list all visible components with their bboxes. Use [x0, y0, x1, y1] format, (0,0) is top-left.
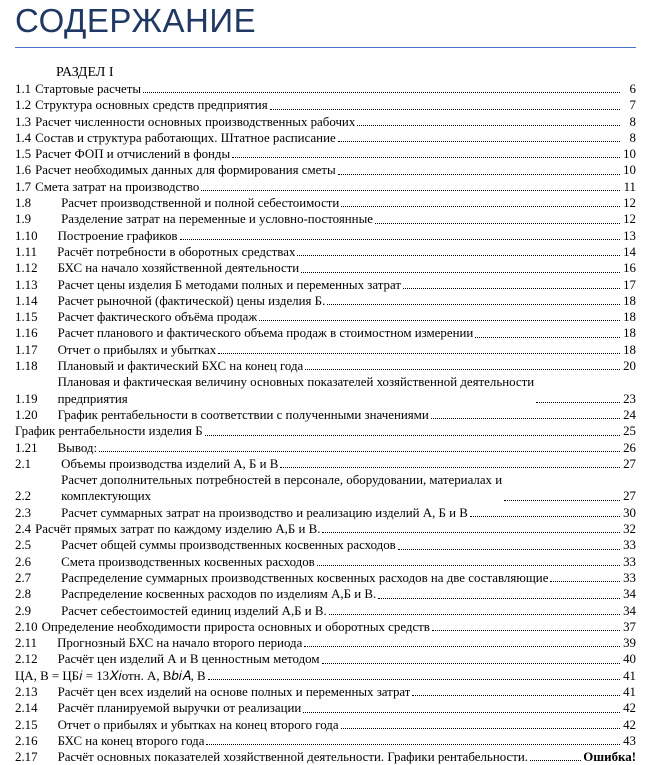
toc-entry[interactable] [15, 293, 636, 309]
toc-entry-number: 2.6 [15, 554, 32, 569]
toc-entry-number: 1.7 [15, 179, 32, 194]
toc-entry-title: Расчёт цен изделий А и В ценностным методом [57, 652, 320, 667]
toc-page-number: 6 [629, 82, 636, 96]
toc-leader-dots [206, 733, 620, 749]
toc-entry[interactable] [15, 179, 636, 195]
toc-entry-title: БХС на конец второго года [57, 733, 205, 748]
toc-entry[interactable] [15, 537, 636, 553]
toc-entry-number: 1.21 [15, 440, 38, 455]
toc-leader-dots [201, 179, 620, 195]
toc-leader-dots [218, 342, 620, 358]
toc-entry-title: Расчет рыночной (фактической) цены изделия Б. [57, 293, 326, 308]
toc-entry-number: 2.9 [15, 603, 32, 618]
toc-entry-title: Расчет ФОП и отчислений в фонды [35, 147, 231, 162]
toc-page-number: 42 [623, 701, 636, 716]
toc-leader-dots [536, 374, 620, 407]
toc-page-number: 12 [623, 196, 636, 211]
toc-entry-number: 2.17 [15, 750, 38, 765]
toc-leader-dots [432, 619, 620, 635]
toc-leader-dots [530, 749, 581, 765]
toc-entry-number: 1.15 [15, 310, 38, 325]
toc-entry-title: Расчет производственной и полной себестоимости [61, 196, 340, 211]
toc-leader-dots [322, 521, 620, 537]
toc-entry-number: 2.14 [15, 701, 38, 716]
toc-leader-dots [317, 554, 620, 570]
toc-entry-title: Определение необходимости прироста основных и оборотных средств [41, 619, 430, 634]
toc-entry-title: Состав и структура работающих. Штатное расписание [35, 130, 336, 145]
toc-entry-title: Расчет суммарных затрат на производство и реализацию изделий А, Б и В [61, 505, 468, 520]
toc-entry-title: Расчет необходимых данных для формирования сметы [35, 163, 336, 178]
toc-entry-number: 1.18 [15, 359, 38, 374]
toc-entry[interactable] [15, 423, 636, 439]
toc-entry-number: 2.16 [15, 733, 38, 748]
toc-entry-title: Расчёт прямых затрат по каждому изделию А,Б и В. [35, 522, 321, 537]
toc-entry-number: 2.1 [15, 456, 32, 471]
toc-page-number: 10 [623, 147, 636, 162]
toc-entry[interactable] [15, 570, 636, 586]
toc-page-number: 18 [623, 326, 636, 341]
toc-leader-dots [470, 505, 620, 521]
toc-leader-dots [280, 456, 620, 472]
toc-entry[interactable] [15, 211, 636, 227]
toc-entry-number: 1.8 [15, 196, 32, 211]
toc-entry-number: 1.2 [15, 98, 32, 113]
toc-entry[interactable] [15, 554, 636, 570]
toc-leader-dots [550, 570, 620, 586]
toc-entry[interactable] [15, 440, 636, 456]
toc-entry[interactable] [15, 244, 636, 260]
toc-entry[interactable] [15, 260, 636, 276]
toc-entry-title: Расчёт планируемой выручки от реализации [57, 701, 302, 716]
toc-leader-dots [378, 586, 620, 602]
toc-page-number: 41 [623, 668, 636, 683]
toc-entry-title-continued: комплектующих [61, 489, 152, 504]
toc-entry[interactable] [15, 407, 636, 423]
toc-page-number: 42 [623, 717, 636, 732]
toc-page-number: 33 [623, 570, 636, 585]
toc-entry-title: Отчет о прибылях и убытках [57, 342, 217, 357]
toc-entry-title: Расчет дополнительных потребностей в персонале, оборудовании, материалах и [61, 473, 503, 488]
toc-page-number: 43 [623, 733, 636, 748]
toc-leader-dots [475, 325, 620, 341]
toc-entry-number: 1.12 [15, 261, 38, 276]
page-title: СОДЕРЖАНИЕ [15, 2, 257, 39]
toc-leader-dots [270, 97, 620, 113]
toc-entry[interactable] [15, 195, 636, 211]
toc-page-number: 25 [623, 424, 636, 439]
toc-leader-dots [208, 668, 620, 684]
toc-entry-title: Расчет численности основных производственных рабочих [35, 114, 356, 129]
toc-entry[interactable] [15, 277, 636, 293]
toc-entry-title: Разделение затрат на переменные и условно-постоянные [61, 212, 373, 227]
toc-entry[interactable] [15, 472, 636, 505]
toc-leader-dots [375, 211, 620, 227]
toc-page-number: 34 [623, 587, 636, 602]
toc-entry-title: Смета затрат на производство [35, 179, 200, 194]
toc-leader-dots [205, 423, 620, 439]
toc-entry[interactable] [15, 146, 636, 162]
toc-entry[interactable] [15, 228, 636, 244]
toc-leader-dots [297, 244, 620, 260]
toc-entry[interactable] [15, 81, 636, 97]
toc-entry-title: Стартовые расчеты [35, 82, 142, 96]
toc-entry[interactable] [15, 97, 636, 113]
toc-page-number: 8 [629, 114, 636, 129]
toc-page-number: 34 [623, 603, 636, 618]
toc-page-number: 24 [623, 407, 636, 422]
toc-page-number: 23 [623, 391, 636, 406]
toc-leader-dots [301, 260, 620, 276]
toc-entry-title: Смета производственных косвенных расходов [61, 554, 315, 569]
toc-page-number: 16 [623, 261, 636, 276]
toc-leader-dots [403, 277, 620, 293]
toc-page-number: 26 [623, 440, 636, 455]
toc-entry[interactable] [15, 651, 636, 667]
toc-leader-dots [143, 81, 620, 97]
toc-entry[interactable] [15, 114, 636, 130]
toc-entry-title: Расчет фактического объёма продаж [57, 310, 258, 325]
toc-page-number: 33 [623, 554, 636, 569]
toc-leader-dots [341, 717, 620, 733]
toc-entry-number: 2.4 [15, 522, 32, 537]
toc-entry[interactable] [15, 358, 636, 374]
toc-leader-dots [504, 472, 620, 505]
title-underline [15, 47, 636, 48]
toc-page-number: 7 [629, 98, 636, 113]
toc-entry-title: Расчет себестоимостей единиц изделий А,Б и В. [61, 603, 327, 618]
toc-entry[interactable] [15, 603, 636, 619]
toc-page-number: 18 [623, 310, 636, 325]
toc-entry-title: График рентабельности в соответствии с полученными значениями [57, 407, 429, 422]
toc-entry[interactable] [15, 700, 636, 716]
toc-entry-number: 1.4 [15, 130, 32, 145]
toc-entry-title: График рентабельности изделия Б [15, 424, 203, 439]
toc-leader-dots [304, 635, 620, 651]
toc-entry-number: 1.13 [15, 277, 38, 292]
toc-page-number: Ошибка! [583, 750, 636, 765]
toc-entry-title: Распределение косвенных расходов по изделиям А,Б и В. [61, 587, 377, 602]
toc-leader-dots [398, 537, 620, 553]
toc-entry-number: 1.10 [15, 228, 38, 243]
toc-leader-dots [357, 114, 620, 130]
toc-entry[interactable] [15, 586, 636, 602]
toc-entry[interactable] [15, 309, 636, 325]
toc-page-number: 27 [623, 456, 636, 471]
toc-entry-number: 1.20 [15, 407, 38, 422]
toc-leader-dots [305, 358, 620, 374]
toc-leader-dots [180, 228, 620, 244]
toc-entry[interactable] [15, 749, 636, 765]
toc-entry-title: Построение графиков [57, 228, 178, 243]
toc-entry-number: 1.11 [15, 244, 38, 259]
toc-leader-dots [99, 440, 620, 456]
toc-leader-dots [327, 293, 620, 309]
toc-page-number: 32 [623, 522, 636, 537]
toc-page-number: 27 [623, 489, 636, 504]
toc-entry-number: 1.5 [15, 147, 32, 162]
toc-entry-number: 2.11 [15, 636, 38, 651]
toc-page-number: 17 [623, 277, 636, 292]
toc-entry-number: 2.5 [15, 538, 32, 553]
toc-entry[interactable] [15, 456, 636, 472]
toc-entry[interactable] [15, 684, 636, 700]
toc-entry-title: Расчет планового и фактического объема продаж в стоимостном измерении [57, 326, 474, 341]
toc-entry-number: 2.10 [15, 619, 38, 634]
toc-page-number: 39 [623, 636, 636, 651]
toc-entry-title: Вывод: [57, 440, 98, 455]
toc-entry[interactable] [15, 325, 636, 341]
toc-leader-dots [232, 146, 620, 162]
toc-entry-number: 2.7 [15, 570, 32, 585]
toc-entry-title: Расчет цены изделия Б методами полных и переменных затрат [57, 277, 401, 292]
toc-entry[interactable] [15, 635, 636, 651]
toc-entry-number: 1.16 [15, 326, 38, 341]
toc-leader-dots [259, 309, 620, 325]
toc-entry-number: 2.3 [15, 505, 32, 520]
toc-entry-number: 1.17 [15, 342, 38, 357]
toc-page-number: 40 [623, 652, 636, 667]
toc-entry[interactable] [15, 717, 636, 733]
toc-entry-title: Объемы производства изделий А, Б и В [61, 456, 279, 471]
toc-entry-title: БХС на начало хозяйственной деятельности [57, 261, 300, 276]
toc-entry[interactable] [15, 374, 636, 407]
toc-entry[interactable] [15, 162, 636, 178]
toc-leader-dots [431, 407, 620, 423]
toc-entry-number: 2.2 [15, 489, 32, 504]
toc-entry[interactable] [15, 619, 636, 635]
toc-entry-title-continued: предприятия [57, 391, 128, 406]
toc-entry-number: 1.3 [15, 114, 32, 129]
toc-page-number: 41 [623, 684, 636, 699]
toc-entry[interactable] [15, 733, 636, 749]
toc-leader-dots [322, 651, 621, 667]
toc-entry-number: 1.19 [15, 391, 38, 406]
toc-entry-title: Прогнозный БХС на начало второго периода [57, 636, 303, 651]
table-of-contents [15, 81, 636, 765]
toc-leader-dots [338, 130, 620, 146]
toc-entry-number: 1.6 [15, 163, 32, 178]
toc-leader-dots [303, 700, 620, 716]
toc-page-number: 33 [623, 538, 636, 553]
toc-entry-title: Расчёт цен всех изделий на основе полных и переменных затрат [57, 684, 411, 699]
toc-page-number: 18 [623, 293, 636, 308]
toc-page-number: 10 [623, 163, 636, 178]
toc-page-number: 30 [623, 505, 636, 520]
toc-entry-title: Плановая и фактическая величину основных показателей хозяйственной деятельности [57, 375, 535, 390]
toc-page-number: 20 [623, 359, 636, 374]
toc-entry-number: 2.13 [15, 684, 38, 699]
toc-page-number: 8 [629, 130, 636, 145]
toc-entry[interactable] [15, 505, 636, 521]
toc-entry[interactable] [15, 130, 636, 146]
toc-entry[interactable] [15, 668, 636, 684]
toc-entry-title: Плановый и фактический БХС на конец года [57, 359, 304, 374]
toc-entry[interactable] [15, 342, 636, 358]
toc-leader-dots [338, 162, 620, 178]
toc-entry-title: Отчет о прибылях и убытках на конец второго года [57, 717, 339, 732]
toc-entry-title: Структура основных средств предприятия [35, 98, 268, 113]
toc-entry-number: 2.12 [15, 652, 38, 667]
toc-entry-title: Расчёт потребности в оборотных средствах [57, 244, 296, 259]
toc-entry-number: 1.9 [15, 212, 32, 227]
toc-page-number: 14 [623, 244, 636, 259]
toc-leader-dots [341, 195, 620, 211]
toc-page-number: 18 [623, 342, 636, 357]
toc-page-number: 13 [623, 228, 636, 243]
toc-entry-title: ЦА, В = ЦБ𝑖 = 13𝑋𝑖отн. А, В𝑏𝑖𝐴, В [15, 668, 206, 683]
toc-page-number: 12 [623, 212, 636, 227]
toc-entry-number: 2.8 [15, 587, 32, 602]
toc-entry-title: Расчет общей суммы производственных косвенных расходов [61, 538, 396, 553]
toc-entry-number: 1.14 [15, 293, 38, 308]
toc-entry-number: 2.15 [15, 717, 38, 732]
toc-page-number: 37 [623, 619, 636, 634]
toc-entry-title: Расчёт основных показателей хозяйственной деятельности. Графики рентабельности. [57, 750, 528, 765]
toc-entry-number: 1.1 [15, 82, 32, 96]
toc-page-number: 11 [623, 179, 636, 194]
toc-entry-title: Распределение суммарных производственных косвенных расходов на две составляющие [61, 570, 549, 585]
section-heading: РАЗДЕЛ I [56, 65, 114, 80]
toc-entry[interactable] [15, 521, 636, 537]
toc-leader-dots [329, 603, 620, 619]
toc-leader-dots [412, 684, 620, 700]
